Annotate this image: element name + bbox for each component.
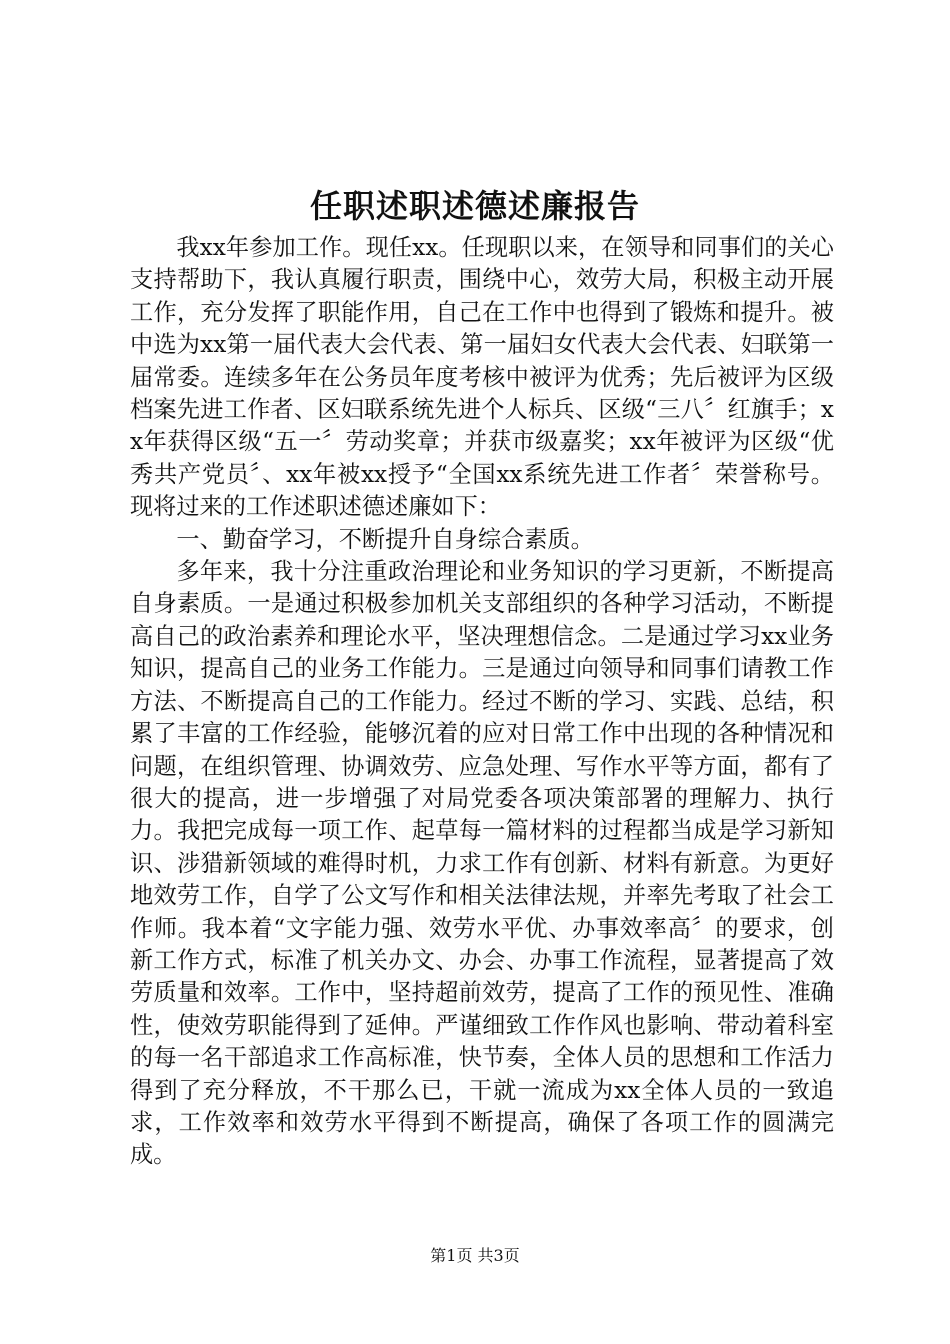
paragraph-section-heading: 一、勤奋学习，不断提升自身综合素质。 bbox=[176, 525, 594, 553]
paragraph-study: 多年来，我十分注重政治理论和业务知识的学习更新，不断提高自身素质。一是通过积极参加机关支部组织的各种学习活动，不断提高自己的政治素养和理论水平，坚决理想信念。二是通过学习xx业务知识，提高自己的业务工作能力。三是通过向领导和同事们请教工作方法、不断提高自己的工作能力。经过不断的学习、实践、总结，积累了丰富的工作经验，能够沉着的应对日常工作中出现的各种情况和问题，在组织管理、协调效劳、应急处理、写作水平等方面，都有了很大的提高，进一步增强了对局党委各项决策部署的理解力、执行力。我把完成每一项工作、起草每一篇材料的过程都当成是学习新知识、涉猎新领域的难得时机，力求工作有创新、材料有新意。为更好地效劳工作，自学了公文写作和相关法律法规，并率先考取了社会工作师。我本着“文字能力强、效劳水平优、办事效率高〞的要求，创新工作方式，标准了机关办文、办会、办事工作流程，显著提高了效劳质量和效率。工作中，坚持超前效劳，提高了工作的预见性、准确性，使效劳职能得到了延伸。严谨细致工作作风也影响、带动着科室的每一名干部追求工作高标准，快节奏，全体人员的思想和工作活力得到了充分释放，不干那么已，干就一流成为xx全体人员的一致追求，工作效率和效劳水平得到不断提高，确保了各项工作的圆满完成。 bbox=[130, 558, 834, 1169]
document-body bbox=[130, 232, 834, 1172]
document-title: 任职述职述德述廉报告 bbox=[309, 187, 640, 225]
paragraph-intro: 我xx年参加工作。现任xx。任现职以来，在领导和同事们的关心支持帮助下，我认真履行职责，围绕中心，效劳大局，积极主动开展工作，充分发挥了职能作用，自己在工作中也得到了锻炼和提升。被中选为xx第一届代表大会代表、第一届妇女代表大会代表、妇联第一届常委。连续多年在公务员年度考核中被评为优秀；先后被评为区级档案先进工作者、区妇联系统先进个人标兵、区级“三八〞红旗手；xx年获得区级“五一〞劳动奖章；并获市级嘉奖；xx年被评为区级“优秀共产党员〞、xx年被xx授予“全国xx系统先进工作者〞荣誉称号。现将过来的工作述职述德述廉如下： bbox=[130, 234, 834, 521]
page-number-footer: 第1页 共3页 bbox=[430, 1246, 520, 1265]
